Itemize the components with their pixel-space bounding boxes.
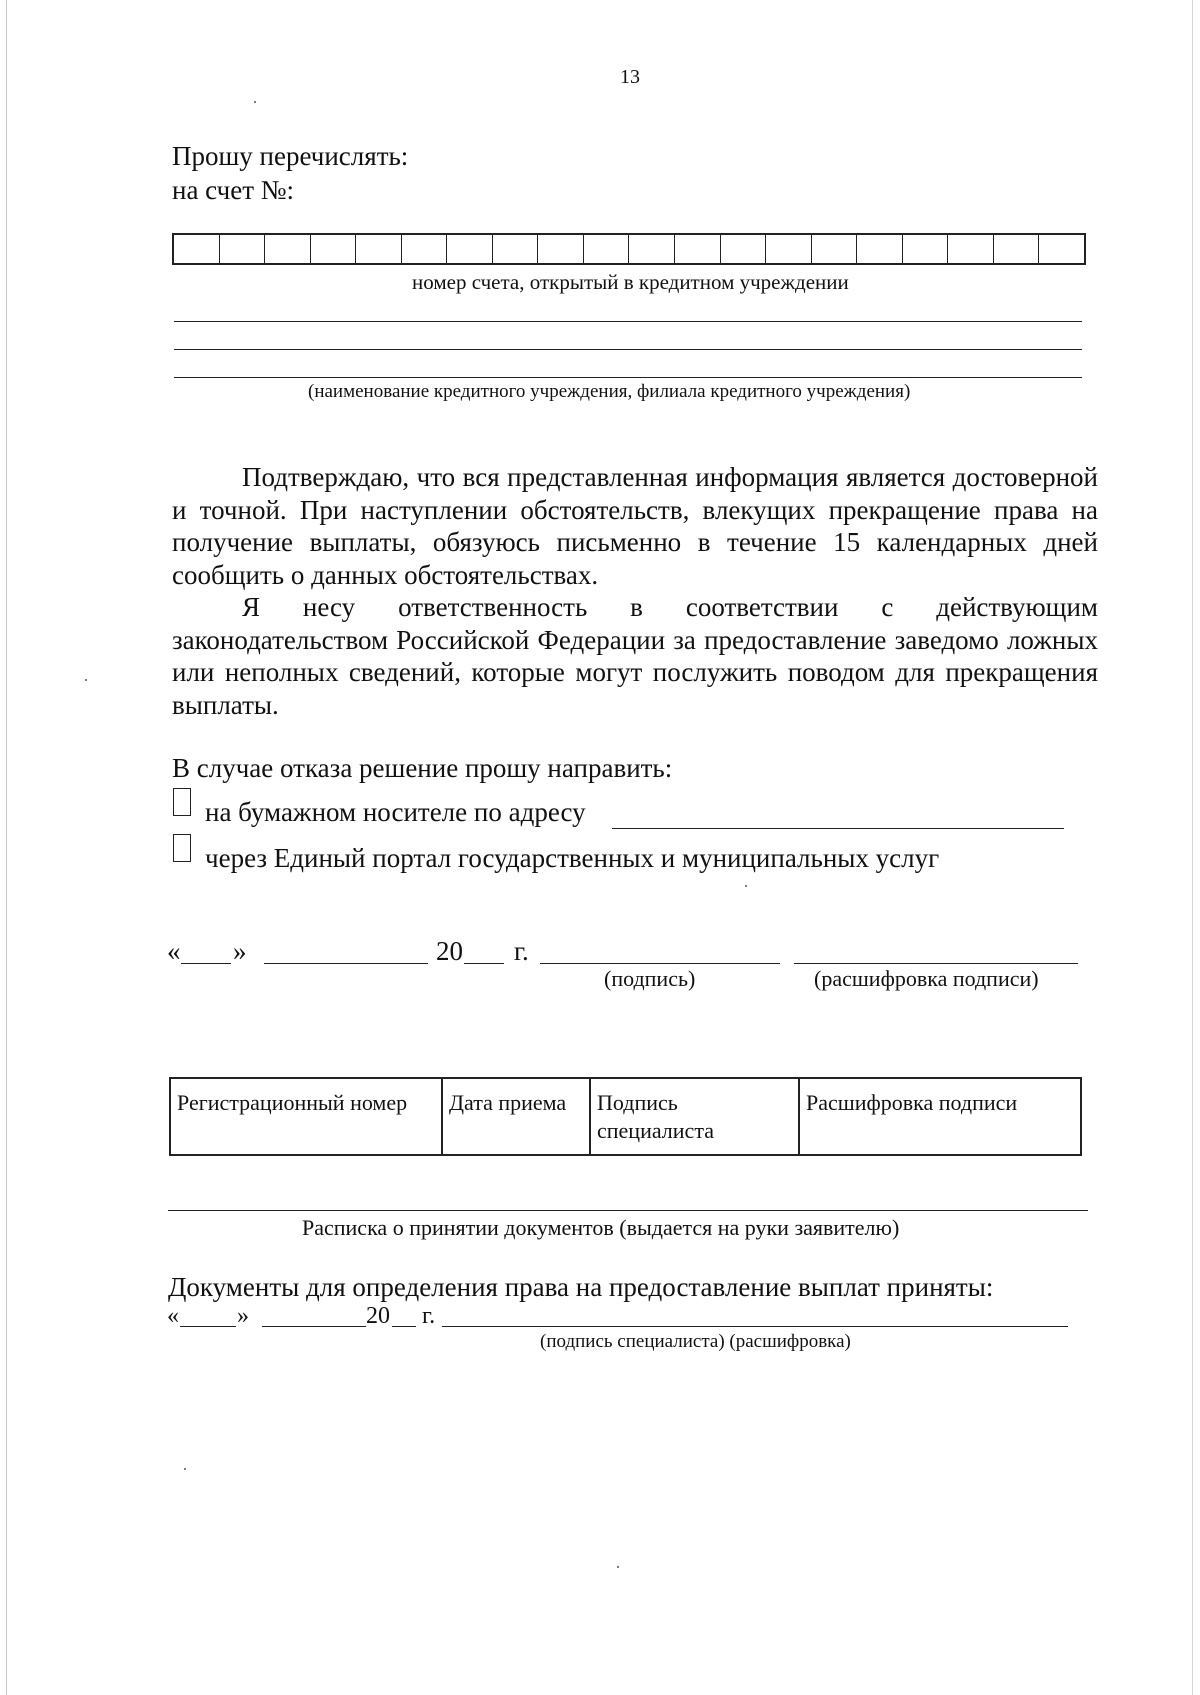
account-digit-cell[interactable] xyxy=(629,235,675,263)
bank-name-line-1[interactable] xyxy=(174,321,1082,322)
date-month-line[interactable] xyxy=(264,963,428,964)
receipt-quote-close: » xyxy=(237,1303,249,1329)
account-digit-cell[interactable] xyxy=(948,235,994,263)
account-digit-cell[interactable] xyxy=(220,235,266,263)
paper-delivery-checkbox[interactable] xyxy=(173,788,191,816)
account-digit-cell[interactable] xyxy=(447,235,493,263)
scan-speck xyxy=(745,885,747,887)
signature-decode-line[interactable] xyxy=(794,963,1078,964)
account-digit-cell[interactable] xyxy=(538,235,584,263)
portal-delivery-label: через Единый портал государственных и муниципальных услуг xyxy=(205,843,940,873)
account-digit-cell[interactable] xyxy=(174,235,220,263)
date-year-line[interactable] xyxy=(464,963,504,964)
date-year-suffix: г. xyxy=(514,936,529,966)
scan-speck xyxy=(184,1468,186,1470)
account-number-caption: номер счета, открытый в кредитном учреждении xyxy=(412,270,849,294)
specialist-signature-cell: Подпись специалиста xyxy=(590,1078,799,1155)
signature-line[interactable] xyxy=(540,963,780,964)
refusal-heading: В случае отказа решение прошу направить: xyxy=(172,753,673,783)
receipt-year-line[interactable] xyxy=(392,1326,416,1327)
page-number: 13 xyxy=(620,66,640,88)
account-digit-cell[interactable] xyxy=(1039,235,1084,263)
receipt-quote-open: « xyxy=(167,1303,179,1329)
receipt-month-line[interactable] xyxy=(262,1326,366,1327)
account-digit-cell[interactable] xyxy=(265,235,311,263)
receipt-year-prefix: 20 xyxy=(366,1303,390,1329)
address-line[interactable] xyxy=(612,828,1064,829)
bank-name-line-3[interactable] xyxy=(174,377,1082,378)
receipt-year-suffix: г. xyxy=(422,1303,436,1329)
date-day-line[interactable] xyxy=(181,963,231,964)
portal-delivery-checkbox[interactable] xyxy=(173,834,191,862)
account-digit-cell[interactable] xyxy=(721,235,767,263)
account-digit-cell[interactable] xyxy=(994,235,1040,263)
signature-decode-cell: Расшифровка подписи xyxy=(799,1078,1081,1155)
account-digit-cell[interactable] xyxy=(812,235,858,263)
account-digit-cell[interactable] xyxy=(356,235,402,263)
acceptance-date-cell: Дата приема xyxy=(442,1078,590,1155)
bank-name-line-2[interactable] xyxy=(174,349,1082,350)
transfer-request-label: Прошу перечислять: xyxy=(172,141,409,171)
paper-delivery-label: на бумажном носителе по адресу xyxy=(205,797,586,827)
date-quote-open: « xyxy=(167,936,181,966)
receipt-day-line[interactable] xyxy=(180,1326,236,1327)
account-digit-cell[interactable] xyxy=(675,235,721,263)
confirmation-paragraph: Подтверждаю, что вся представленная информация является достоверной и точной. При наступлении обстоятельств, влекущих прекращение права на получение выплаты, обязуюсь письменно в течение 15 календарных дней сообщить о данных обстоятельствах. xyxy=(172,462,1098,590)
account-digit-cell[interactable] xyxy=(584,235,630,263)
registration-number-cell: Регистрационный номер xyxy=(170,1078,442,1155)
signature-decode-caption: (расшифровка подписи) xyxy=(814,966,1039,991)
scan-edge-left xyxy=(6,0,7,1695)
liability-paragraph: Я несу ответственность в соответствии с действующим законодательством Российской Федерации за предоставление заведомо ложных или неполных сведений, которые могут послужить поводом для прекращения выплаты. xyxy=(172,592,1098,720)
receipt-statement: Документы для определения права на предоставление выплат приняты: xyxy=(168,1272,994,1302)
account-digit-cell[interactable] xyxy=(766,235,812,263)
bank-name-caption: (наименование кредитного учреждения, филиала кредитного учреждения) xyxy=(308,381,911,402)
account-digit-cell[interactable] xyxy=(857,235,903,263)
account-digit-cell[interactable] xyxy=(903,235,949,263)
account-digit-cell[interactable] xyxy=(311,235,357,263)
account-digit-cell[interactable] xyxy=(402,235,448,263)
date-year-prefix: 20 xyxy=(436,936,463,966)
scan-edge-right xyxy=(1192,0,1193,1695)
scan-speck xyxy=(617,1566,619,1568)
date-quote-close: » xyxy=(233,936,247,966)
registration-table xyxy=(169,1077,1082,1156)
table-row xyxy=(170,1078,1081,1155)
account-number-label: на счет №: xyxy=(172,175,295,205)
receipt-title: Расписка о принятии документов (выдается на руки заявителю) xyxy=(302,1215,900,1240)
receipt-caption: (подпись специалиста) (расшифровка) xyxy=(540,1331,851,1352)
receipt-signature-line[interactable] xyxy=(442,1326,1068,1327)
confirmation-text xyxy=(172,461,1098,721)
scan-speck xyxy=(85,679,87,681)
scan-speck xyxy=(254,101,256,103)
account-number-grid[interactable] xyxy=(172,233,1086,265)
signature-caption: (подпись) xyxy=(604,966,696,991)
receipt-separator xyxy=(168,1210,1088,1211)
account-digit-cell[interactable] xyxy=(493,235,539,263)
